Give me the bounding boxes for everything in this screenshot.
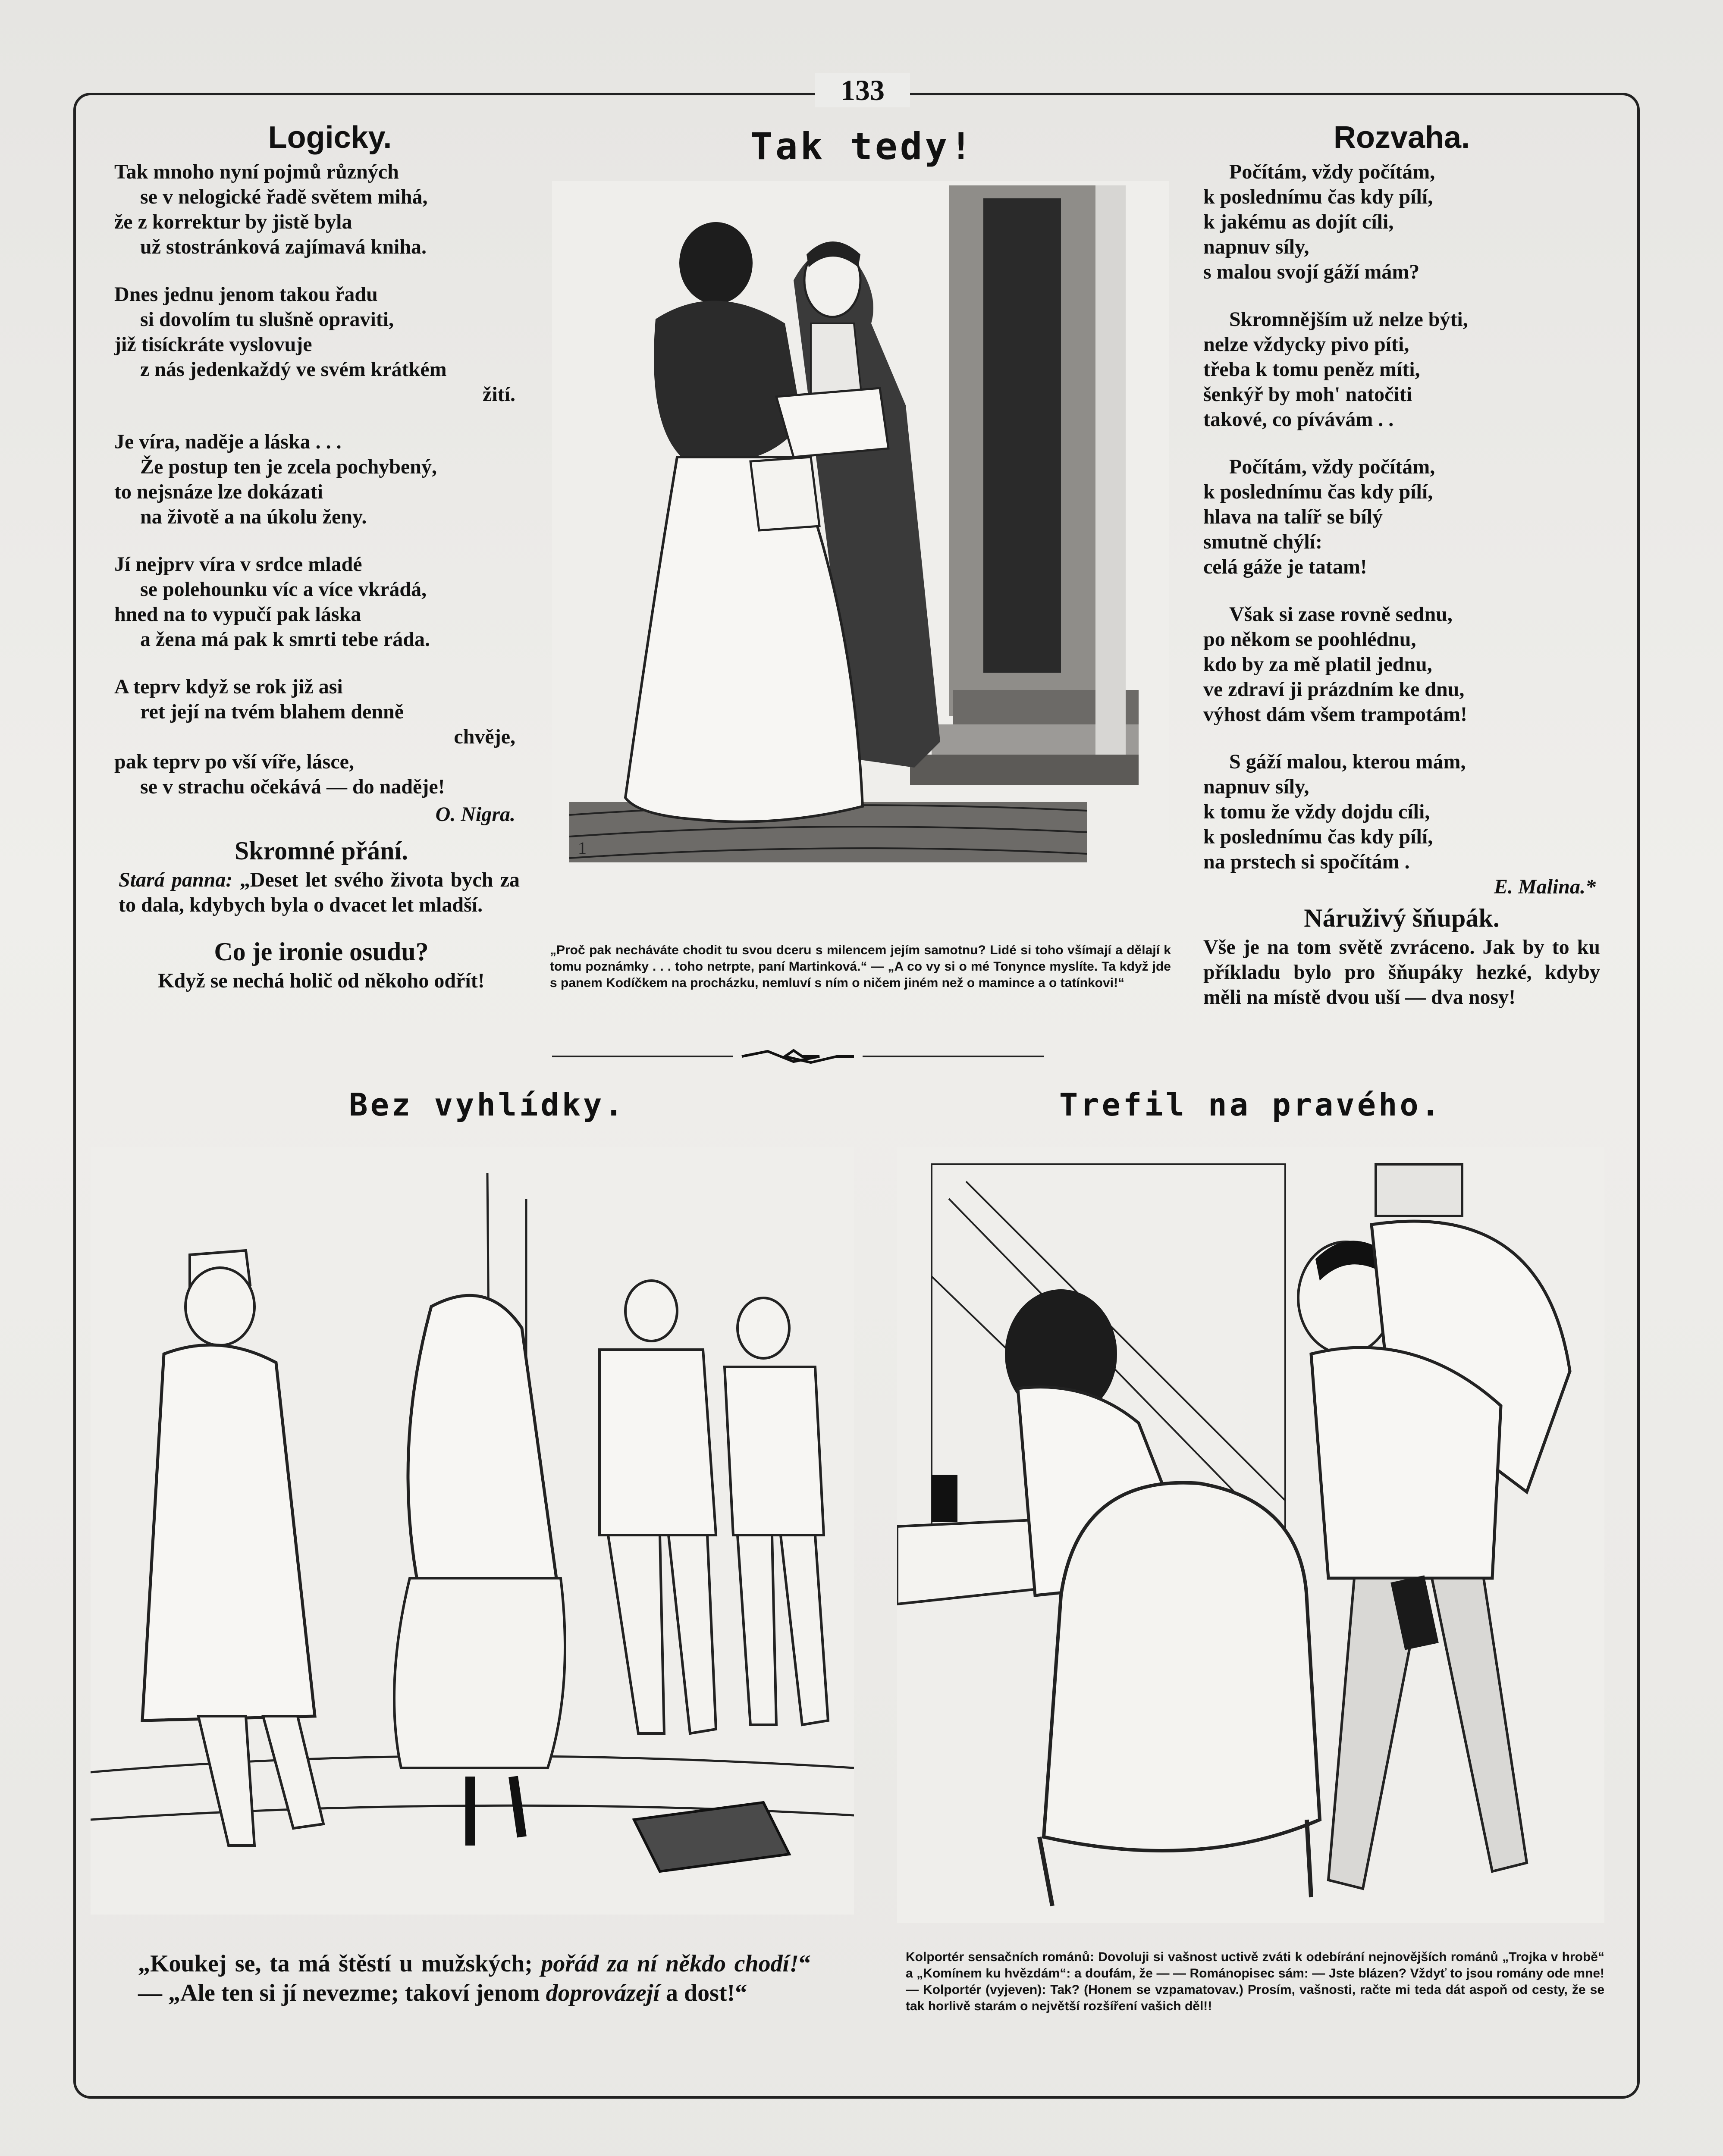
rozvaha-signature: E. Malina.* [1494, 875, 1596, 898]
snupak-title: Náruživý šňupák. [1304, 904, 1500, 932]
bez-vyhlidky-title: Bez vyhlídky. [349, 1087, 626, 1123]
poem-line: k poslednímu čas kdy pílí, [1203, 480, 1433, 503]
poem-line: a žena má pak k smrti tebe ráda. [140, 628, 430, 651]
poem-line: k tomu že vždy dojdu cíli, [1203, 800, 1430, 823]
poem-line: Počítám, vždy počítám, [1229, 455, 1435, 478]
poem-line: nelze vždycky pivo píti, [1203, 333, 1409, 356]
ironie-text: Když se nechá holič od někoho odřít! [158, 969, 485, 992]
poem-line: Počítám, vždy počítám, [1229, 160, 1435, 183]
poem-line: A teprv když se rok již asi [114, 675, 343, 698]
poem-line: k poslednímu čas kdy pílí, [1203, 825, 1433, 848]
poem-line: smutně chýlí: [1203, 530, 1322, 553]
bez-vyhlidky-illustration [91, 1147, 854, 1915]
poem-line: ret její na tvém blahem denně [140, 700, 404, 723]
ironie-title: Co je ironie osudu? [214, 937, 429, 966]
stanza [1203, 749, 1600, 874]
poem-line: hlava na talíř se bílý [1203, 505, 1383, 528]
poem-line: výhost dám všem trampotám! [1203, 703, 1467, 726]
poem-line: S gáží malou, kterou mám, [1229, 750, 1466, 773]
skromne-title: Skromné přání. [234, 837, 408, 865]
poem-line: již tisíckráte vyslovuje [114, 333, 312, 356]
poem-line: po někom se poohlédnu, [1203, 628, 1416, 651]
right-column [1203, 120, 1600, 1010]
stanza [1203, 454, 1600, 580]
poem-line: Skromnějším už nelze býti, [1229, 308, 1468, 331]
skromne-body: „Deset let svého života bych za to dala, kdybych byla o dvacet let mladší. [119, 868, 520, 916]
poem-line: se v nelogické řadě světem mihá, [140, 185, 428, 208]
logicky-signature: O. Nigra. [435, 803, 515, 826]
poem-line: to nejsnáze lze dokázati [114, 480, 323, 503]
poem-line: pak teprv po vší víře, lásce, [114, 750, 354, 773]
poem-line: Tak mnoho nyní pojmů různých [114, 160, 399, 183]
poem-line: Dnes jednu jenom takou řadu [114, 283, 378, 306]
poem-line: už stostránková zajímavá kniha. [140, 235, 427, 258]
svg-text:1: 1 [578, 838, 587, 858]
stanza [1203, 307, 1600, 432]
stanza [114, 674, 528, 799]
rozvaha-poem [1203, 160, 1600, 899]
logicky-poem [114, 160, 528, 827]
ornament-divider [552, 1048, 1044, 1065]
poem-line: kdo by za mě platil jednu, [1203, 653, 1432, 676]
poem-line: takové, co pívávám . . [1203, 408, 1394, 431]
skromne-text [114, 868, 528, 918]
stanza [1203, 160, 1600, 285]
tak-tedy-title: Tak tedy! [750, 125, 975, 168]
poem-line: hned na to vypučí pak láska [114, 603, 361, 626]
rozvaha-title: Rozvaha. [1333, 120, 1470, 155]
trefil-illustration [897, 1147, 1604, 1923]
poem-line: k poslednímu čas kdy pílí, [1203, 185, 1433, 208]
poem-line: si dovolím tu slušně opraviti, [140, 308, 394, 331]
tak-tedy-caption: „Proč pak necháváte chodit tu svou dceru s milencem jejím samotnu? Lidé si toho všímají a dělají k tomu poznámky . . . toho netrpte, paní Martinková.“ — „A co vy si o mé Tonynce myslíte. Ta když jde s panem Kodíčkem na procházku, nemluví s ním o ničem jiném než o mamince a o tatínkovi!“ [550, 943, 1171, 990]
poem-line: žití. [483, 383, 515, 406]
poem-line: k jakému as dojít cíli, [1203, 210, 1394, 233]
poem-line: s malou svojí gáží mám? [1203, 260, 1420, 283]
poem-line: že z korrektur by jistě byla [114, 210, 352, 233]
left-column [114, 120, 528, 993]
caption-part: “ — „Ale ten si jí nevezme; takoví jenom [138, 1950, 811, 2006]
caption-part-italic: pořád za ní někdo chodí! [541, 1950, 799, 1977]
poem-line: Jí nejprv víra v srdce mladé [114, 553, 362, 576]
caption-part-italic: doprovázejí [546, 1980, 660, 2006]
page-number: 133 [815, 73, 910, 107]
poem-line: se polehounku víc a více vkrádá, [140, 578, 427, 601]
poem-line: Však si zase rovně sednu, [1229, 603, 1453, 626]
poem-line: na prstech si spočítám . [1203, 850, 1410, 873]
trefil-title: Trefil na pravého. [1059, 1087, 1443, 1123]
skromne-speaker: Stará panna: [119, 868, 233, 891]
poem-line: celá gáže je tatam! [1203, 555, 1367, 578]
poem-line: na životě a na úkolu ženy. [140, 505, 367, 528]
stanza [114, 160, 528, 260]
snupak-text: Vše je na tom světě zvráceno. Jak by to ku příkladu bylo pro šňupáky hezké, kdyby měli na místě dvou uší — dva nosy! [1203, 936, 1600, 1009]
stanza [1203, 602, 1600, 727]
poem-line: chvěje, [454, 725, 515, 748]
caption-part: a dost!“ [660, 1980, 747, 2006]
bez-vyhlidky-caption [138, 1949, 811, 2008]
logicky-title: Logicky. [268, 120, 392, 155]
stanza [114, 429, 528, 530]
tak-tedy-illustration [552, 181, 1169, 880]
poem-line: ve zdraví ji prázdním ke dnu, [1203, 678, 1465, 701]
poem-line: Je víra, naděje a láska . . . [114, 430, 342, 453]
poem-line: z nás jedenkaždý ve svém krátkém [140, 358, 447, 381]
poem-line: třeba k tomu peněz míti, [1203, 358, 1420, 381]
caption-part: „Koukej se, ta má štěstí u mužských; [138, 1950, 541, 1977]
stanza [114, 552, 528, 652]
stanza [114, 282, 528, 407]
poem-line: se v strachu očekává — do naděje! [140, 775, 445, 798]
poem-line: napnuv síly, [1203, 235, 1309, 258]
poem-line: napnuv síly, [1203, 775, 1309, 798]
poem-line: šenkýř by moh' natočiti [1203, 383, 1412, 406]
poem-line: Že postup ten je zcela pochybený, [140, 455, 437, 478]
trefil-caption: Kolportér sensačních románů: Dovoluji si vašnost uctivě zváti k odebírání nejnovějších románů „Trojka v hrobě“ a „Komínem ku hvězdám“: a doufám, že — — Románopisec sám: — Jste blázen? Vždyť to jsou romány ode mne! — Kolportér (vyjeven): Tak? (Honem se vzpamatovav.) Prosím, vašnosti, račte mi teda dát aspoň od cesty, že se tak horlivě starám o největší rozšíření vašich děl!! [906, 1950, 1604, 2013]
